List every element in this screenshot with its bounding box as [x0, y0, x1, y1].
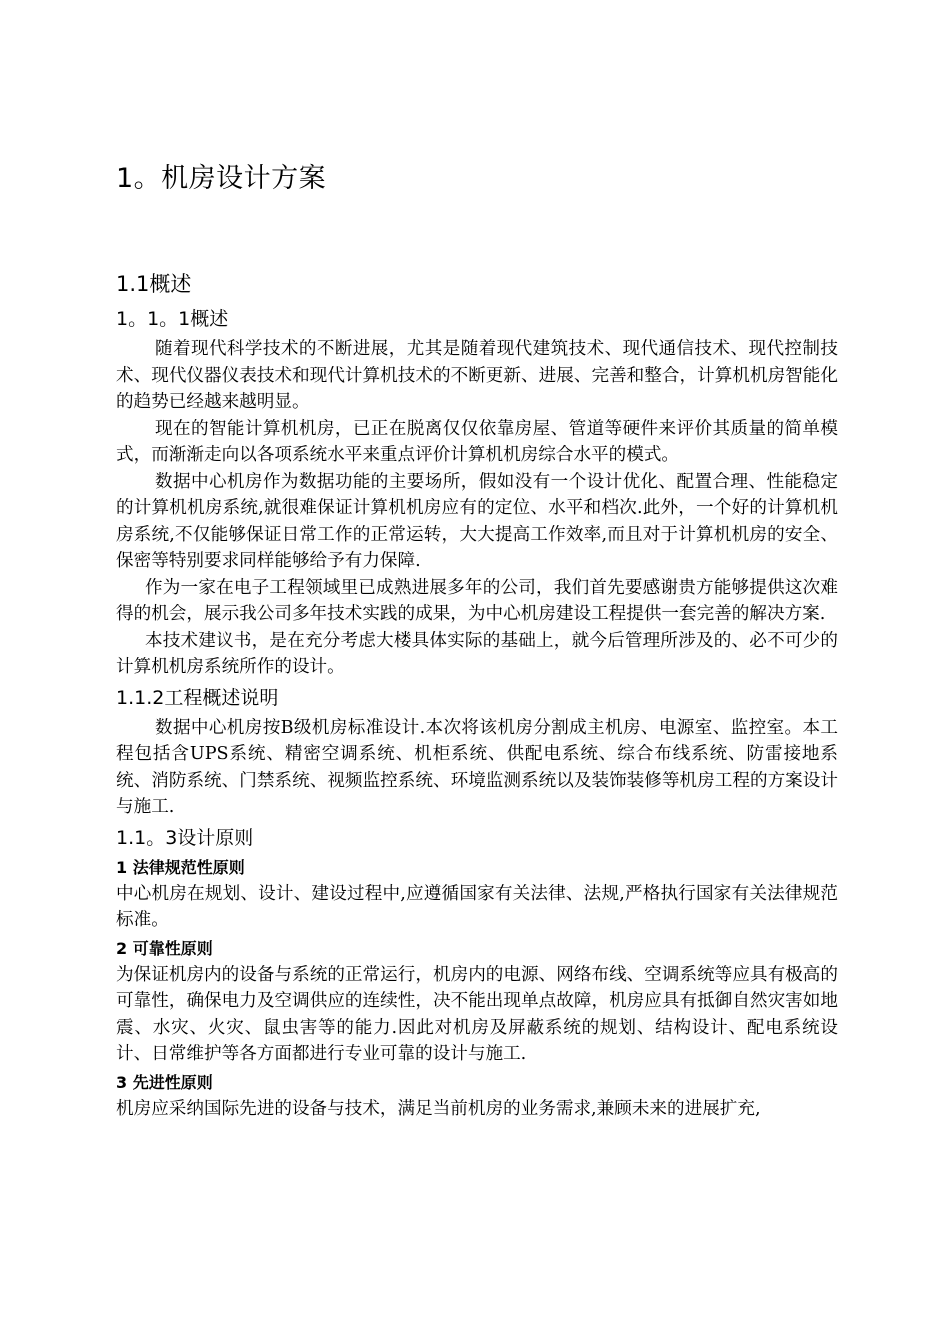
- paragraph-overview-1: 随着现代科学技术的不断进展，尤其是随着现代建筑技术、现代通信技术、现代控制技术、现代仪器仪表技术和现代计算机技术的不断更新、进展、完善和整合，计算机机房智能化的趋势已经越来越明显。: [116, 339, 838, 412]
- principle-text-legal: 中心机房在规划、设计、建设过程中,应遵循国家有关法律、法规,严格执行国家有关法律规范标准。: [116, 883, 838, 930]
- paragraph-overview-5: 本技术建议书，是在充分考虑大楼具体实际的基础上，就今后管理所涉及的、必不可少的计算机机房系统所作的设计。: [116, 630, 838, 677]
- paragraph-project-summary: 数据中心机房按B级机房标准设计.本次将该机房分割成主机房、电源室、监控室。本工程包括含UPS系统、精密空调系统、机柜系统、供配电系统、综合布线系统、防雷接地系统、消防系统、门禁系统、视频监控系统、环境监测系统以及装饰装修等机房工程的方案设计与施工.: [116, 717, 838, 817]
- document-body: [116, 160, 838, 1122]
- page-title: 1。机房设计方案: [116, 163, 327, 194]
- paragraph-overview-2: 现在的智能计算机机房，已正在脱离仅仅依靠房屋、管道等硬件来评价其质量的简单模式，而渐渐走向以各项系统水平来重点评价计算机机房综合水平的模式。: [116, 418, 838, 465]
- subsection-heading-1-1-1: 1。1。1概述: [116, 308, 229, 330]
- paragraph-overview-3: 数据中心机房作为数据功能的主要场所，假如没有一个设计优化、配置合理、性能稳定的计算机机房系统,就很难保证计算机机房应有的定位、水平和档次.此外，一个好的计算机机房系统,不仅能够保证日常工作的正常运转，大大提高工作效率,而且对于计算机机房的安全、保密等特别要求同样能够给予有力保障.: [116, 471, 838, 571]
- principle-text-advanced: 机房应采纳国际先进的设备与技术，满足当前机房的业务需求,兼顾未来的进展扩充,: [116, 1098, 761, 1119]
- paragraph-overview-4: 作为一家在电子工程领域里已成熟进展多年的公司，我们首先要感谢贵方能够提供这次难得的机会，展示我公司多年技术实践的成果，为中心机房建设工程提供一套完善的解决方案.: [116, 577, 838, 624]
- section-heading-1-1: 1.1概述: [116, 272, 192, 296]
- subsection-heading-1-1-3: 1.1。3设计原则: [116, 826, 254, 849]
- principle-title-reliability: 2 可靠性原则: [116, 938, 213, 958]
- principle-text-reliability: 为保证机房内的设备与系统的正常运行，机房内的电源、网络布线、空调系统等应具有极高的可靠性，确保电力及空调供应的连续性，决不能出现单点故障，机房应具有抵御自然灾害如地震、水灾、火灾、鼠虫害等的能力.因此对机房及屏蔽系统的规划、结构设计、配电系统设计、日常维护等各方面都进行专业可靠的设计与施工.: [116, 964, 838, 1064]
- principle-title-advanced: 3 先进性原则: [116, 1072, 213, 1092]
- principle-title-legal: 1 法律规范性原则: [116, 857, 245, 877]
- subsection-heading-1-1-2: 1.1.2工程概述说明: [116, 686, 279, 709]
